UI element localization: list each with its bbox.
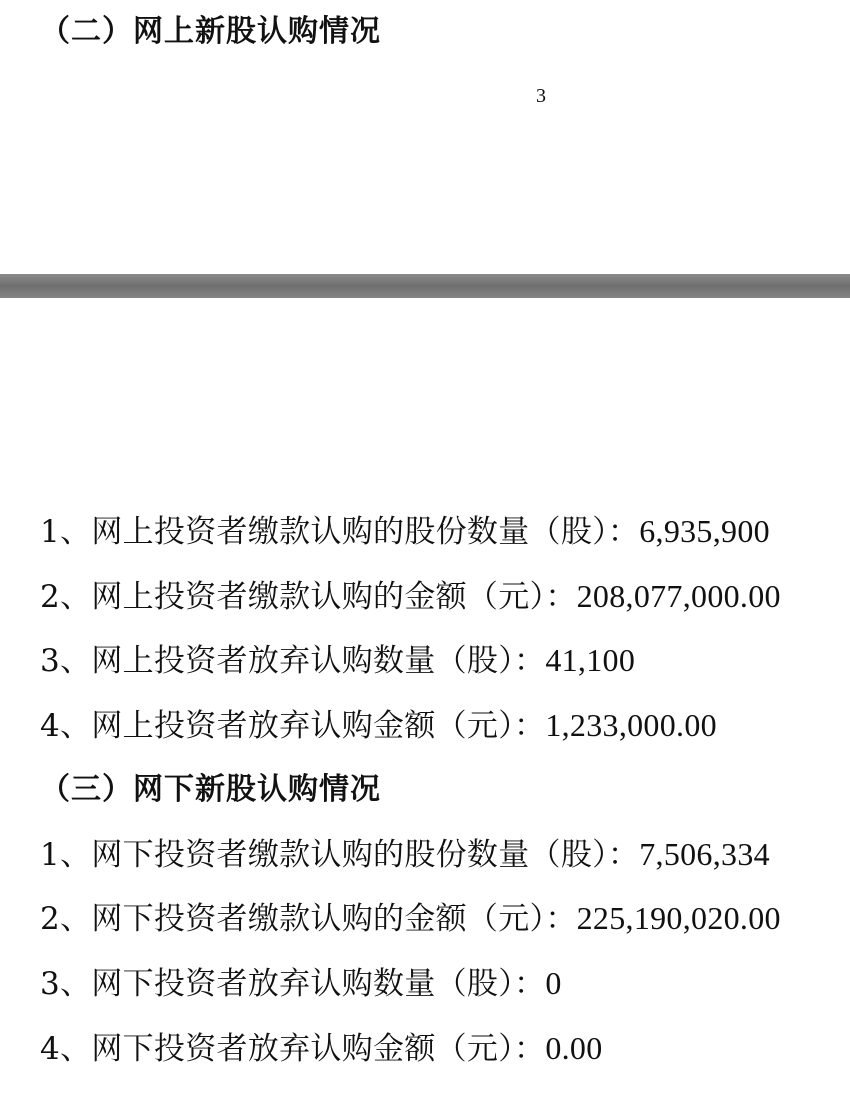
offline-subscribed-amount-label: 2、网下投资者缴款认购的金额（元）： <box>40 901 577 937</box>
online-abandoned-shares-value: 41,100 <box>545 642 636 678</box>
page-break-divider <box>0 274 850 298</box>
section-heading-offline-subscription: （三）网下新股认购情况 <box>40 772 381 807</box>
online-abandoned-amount-label: 4、网上投资者放弃认购金额（元）： <box>40 708 546 744</box>
offline-subscribed-shares-line <box>40 834 770 875</box>
online-abandoned-shares-label: 3、网上投资者放弃认购数量（股）： <box>40 643 546 679</box>
online-subscribed-shares-label: 1、网上投资者缴款认购的股份数量（股）： <box>40 514 640 550</box>
offline-abandoned-amount-value: 0.00 <box>545 1030 603 1066</box>
offline-abandoned-shares-label: 3、网下投资者放弃认购数量（股）： <box>40 966 546 1002</box>
offline-abandoned-shares-line <box>40 963 562 1004</box>
online-subscribed-amount-label: 2、网上投资者缴款认购的金额（元）： <box>40 579 577 615</box>
page-number: 3 <box>536 85 546 107</box>
offline-subscribed-shares-label: 1、网下投资者缴款认购的股份数量（股）： <box>40 837 640 873</box>
online-subscribed-shares-line <box>40 511 770 552</box>
offline-abandoned-shares-value: 0 <box>545 965 562 1001</box>
section-heading-online-subscription: （二）网上新股认购情况 <box>40 14 381 49</box>
online-abandoned-shares-line <box>40 640 635 681</box>
online-subscribed-amount-value: 208,077,000.00 <box>576 578 781 614</box>
offline-subscribed-amount-value: 225,190,020.00 <box>576 900 781 936</box>
offline-abandoned-amount-line <box>40 1028 603 1069</box>
online-abandoned-amount-line <box>40 705 717 746</box>
offline-abandoned-amount-label: 4、网下投资者放弃认购金额（元）： <box>40 1031 546 1067</box>
online-subscribed-shares-value: 6,935,900 <box>639 513 770 549</box>
offline-subscribed-shares-value: 7,506,334 <box>639 836 770 872</box>
offline-subscribed-amount-line <box>40 898 781 939</box>
online-abandoned-amount-value: 1,233,000.00 <box>545 707 717 743</box>
online-subscribed-amount-line <box>40 576 781 617</box>
